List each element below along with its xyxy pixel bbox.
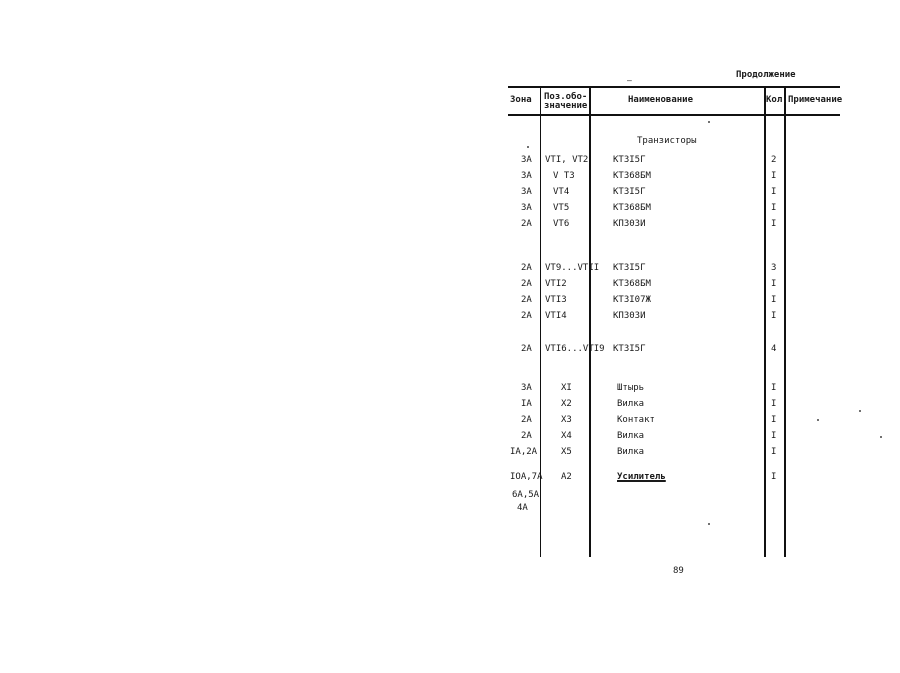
row-zone: 3А: [521, 171, 532, 181]
row-name: Контакт: [617, 415, 655, 425]
row-designation: VT6: [553, 219, 570, 229]
row-zone: 2А: [521, 344, 532, 354]
row-zone: 3А: [521, 155, 532, 165]
row-name: КТ3I5Г: [613, 263, 646, 273]
table-header-rule: [508, 114, 840, 116]
row-qty: I: [771, 171, 777, 181]
section-title: Транзисторы: [637, 136, 697, 146]
row-qty: I: [771, 472, 777, 482]
row-designation: V T3: [553, 171, 575, 181]
row-qty: I: [771, 415, 777, 425]
row-zone: 3А: [521, 203, 532, 213]
small-dash-mark: —: [627, 76, 632, 85]
row-zone: 2А: [521, 279, 532, 289]
row-zone: IА,2А: [510, 447, 538, 457]
row-name: КТ368БМ: [613, 171, 651, 181]
row-zone: 2А: [521, 415, 532, 425]
row-name: КТ3I07Ж: [613, 295, 651, 305]
row-designation: VTI3: [545, 295, 567, 305]
extra-zone-line-1: 6А,5А: [512, 490, 540, 500]
row-designation: VTI2: [545, 279, 567, 289]
continuation-label: Продолжение: [736, 70, 796, 80]
row-name: КТ3I5Г: [613, 187, 646, 197]
row-zone: 2А: [521, 431, 532, 441]
row-name: КТ368БМ: [613, 203, 651, 213]
header-designation-line1: Поз.обо-: [544, 92, 588, 102]
row-name: Вилка: [617, 431, 645, 441]
header-zone: Зона: [510, 95, 532, 105]
row-designation: VT5: [553, 203, 570, 213]
row-qty: I: [771, 399, 777, 409]
row-designation: VTI4: [545, 311, 567, 321]
extra-zone-line-2: 4А: [517, 503, 528, 513]
table-top-rule: [508, 86, 840, 88]
row-qty: I: [771, 279, 777, 289]
speck: [708, 121, 710, 123]
column-divider-qty: [784, 87, 786, 557]
speck: [880, 436, 882, 438]
header-note: Примечание: [788, 95, 843, 105]
row-qty: I: [771, 219, 777, 229]
row-name: Вилка: [617, 399, 645, 409]
row-zone: IОА,7А: [510, 472, 543, 482]
row-zone: 2А: [521, 311, 532, 321]
row-zone: 2А: [521, 219, 532, 229]
row-zone: IА: [521, 399, 532, 409]
row-name: КП303И: [613, 311, 646, 321]
row-designation: VT9...VTII: [545, 263, 600, 273]
header-designation-line2: значение: [544, 101, 588, 111]
row-designation: X4: [561, 431, 572, 441]
speck: [708, 523, 710, 525]
speck: [859, 410, 861, 412]
row-designation: X2: [561, 399, 572, 409]
row-designation: А2: [561, 472, 572, 482]
header-name: Наименование: [628, 95, 694, 105]
header-qty: Кол.: [766, 95, 788, 105]
row-designation: VTI6...VTI9: [545, 344, 605, 354]
column-divider-name: [764, 87, 766, 557]
row-designation: X5: [561, 447, 572, 457]
page-number: 89: [673, 566, 684, 576]
row-qty: 3: [771, 263, 777, 273]
row-qty: I: [771, 203, 777, 213]
row-qty: I: [771, 187, 777, 197]
row-designation: XI: [561, 383, 572, 393]
row-qty: 2: [771, 155, 777, 165]
row-qty: I: [771, 383, 777, 393]
row-name: КТ3I5Г: [613, 344, 646, 354]
row-designation: VTI, VT2: [545, 155, 589, 165]
header-designation: [544, 93, 587, 111]
speck: [527, 146, 529, 148]
row-zone: 3А: [521, 187, 532, 197]
row-zone: 2А: [521, 263, 532, 273]
row-name: Вилка: [617, 447, 645, 457]
row-qty: I: [771, 295, 777, 305]
row-designation: X3: [561, 415, 572, 425]
row-name: КТ3I5Г: [613, 155, 646, 165]
row-name: КТ368БМ: [613, 279, 651, 289]
column-divider-zone: [540, 87, 541, 557]
row-qty: I: [771, 447, 777, 457]
row-qty: 4: [771, 344, 777, 354]
row-designation: VT4: [553, 187, 570, 197]
row-name: КП303И: [613, 219, 646, 229]
speck: [817, 419, 819, 421]
column-divider-designation: [589, 87, 591, 557]
row-name: Штырь: [617, 383, 645, 393]
row-qty: I: [771, 431, 777, 441]
row-zone: 3А: [521, 383, 532, 393]
row-qty: I: [771, 311, 777, 321]
row-name: Усилитель: [617, 472, 666, 482]
row-zone: 2А: [521, 295, 532, 305]
